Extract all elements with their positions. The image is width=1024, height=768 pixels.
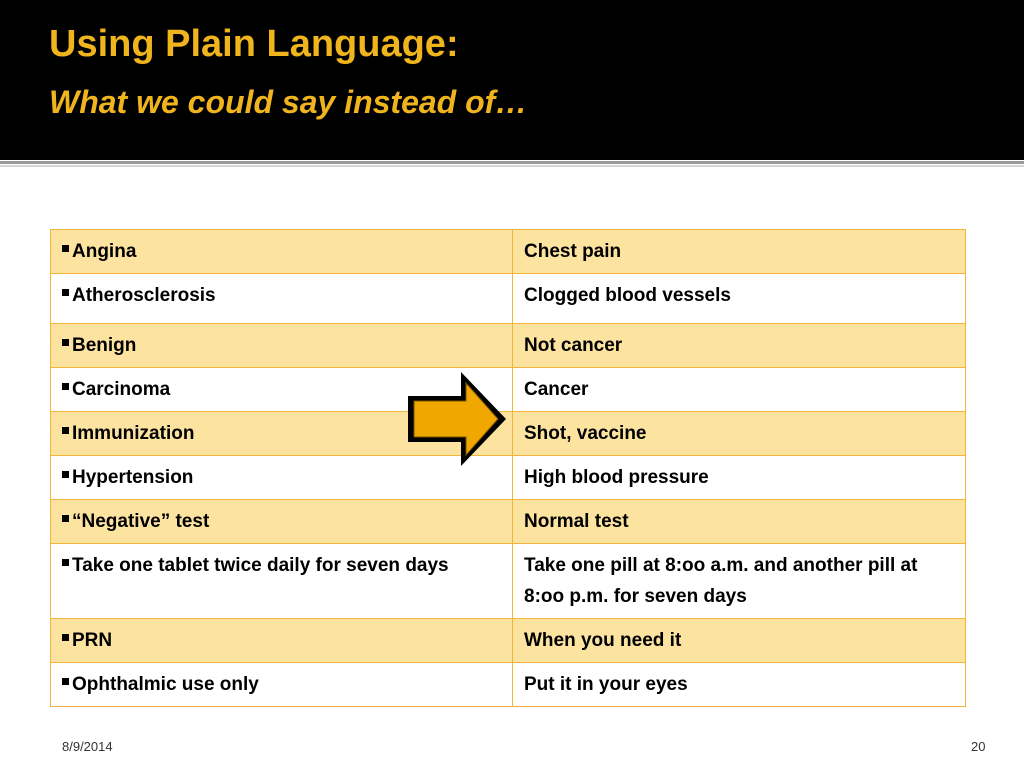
- plain-term: Shot, vaccine: [524, 423, 647, 444]
- plain-term-cell: [513, 368, 966, 412]
- square-bullet-icon: [62, 471, 69, 478]
- plain-term: High blood pressure: [524, 467, 709, 488]
- header-divider-light: [0, 165, 1024, 167]
- square-bullet-icon: [62, 678, 69, 685]
- square-bullet-icon: [62, 245, 69, 252]
- slide-subtitle: What we could say instead of…: [49, 84, 528, 120]
- plain-term: Chest pain: [524, 241, 622, 262]
- medical-term-cell: [51, 500, 513, 544]
- plain-term-cell: [513, 230, 966, 274]
- plain-term-cell: [513, 619, 966, 663]
- square-bullet-icon: [62, 427, 69, 434]
- square-bullet-icon: [62, 339, 69, 346]
- medical-term-cell: [51, 324, 513, 368]
- right-arrow-icon: [405, 369, 509, 469]
- table-row: [51, 663, 966, 707]
- square-bullet-icon: [62, 515, 69, 522]
- medical-term: “Negative” test: [72, 511, 210, 532]
- medical-term-cell: [51, 544, 513, 619]
- square-bullet-icon: [62, 289, 69, 296]
- plain-term: Put it in your eyes: [524, 674, 688, 695]
- plain-term-cell: [513, 500, 966, 544]
- table-row: [51, 324, 966, 368]
- plain-term: Not cancer: [524, 335, 623, 356]
- square-bullet-icon: [62, 634, 69, 641]
- plain-term: Normal test: [524, 511, 629, 532]
- slide-number: 20: [971, 739, 986, 754]
- plain-term: When you need it: [524, 630, 682, 651]
- slide-title: Using Plain Language:: [49, 23, 459, 65]
- medical-term: Angina: [72, 241, 137, 262]
- table-row: [51, 274, 966, 324]
- plain-term-cell: [513, 324, 966, 368]
- medical-term-cell: [51, 619, 513, 663]
- medical-term-cell: [51, 663, 513, 707]
- plain-term-cell: [513, 456, 966, 500]
- medical-term-cell: [51, 274, 513, 324]
- table-row: [51, 619, 966, 663]
- medical-term: Take one tablet twice daily for seven days: [72, 555, 449, 576]
- medical-term: Atherosclerosis: [72, 285, 216, 306]
- plain-term-cell: [513, 412, 966, 456]
- plain-term-cell: [513, 274, 966, 324]
- medical-term: Carcinoma: [72, 379, 171, 400]
- plain-term-cell: [513, 544, 966, 619]
- plain-term-cell: [513, 663, 966, 707]
- table-row: [51, 500, 966, 544]
- medical-term: PRN: [72, 630, 113, 651]
- plain-term: Cancer: [524, 379, 589, 400]
- medical-term: Hypertension: [72, 467, 194, 488]
- square-bullet-icon: [62, 383, 69, 390]
- square-bullet-icon: [62, 559, 69, 566]
- medical-term: Ophthalmic use only: [72, 674, 259, 695]
- table-row: [51, 544, 966, 619]
- medical-term-cell: [51, 230, 513, 274]
- plain-term: Clogged blood vessels: [524, 285, 731, 306]
- plain-term: Take one pill at 8:oo a.m. and another pill at 8:oo p.m. for seven days: [524, 555, 918, 607]
- table-row: [51, 230, 966, 274]
- medical-term: Immunization: [72, 423, 195, 444]
- medical-term: Benign: [72, 335, 137, 356]
- footer-date: 8/9/2014: [62, 739, 113, 754]
- header-divider: [0, 161, 1024, 164]
